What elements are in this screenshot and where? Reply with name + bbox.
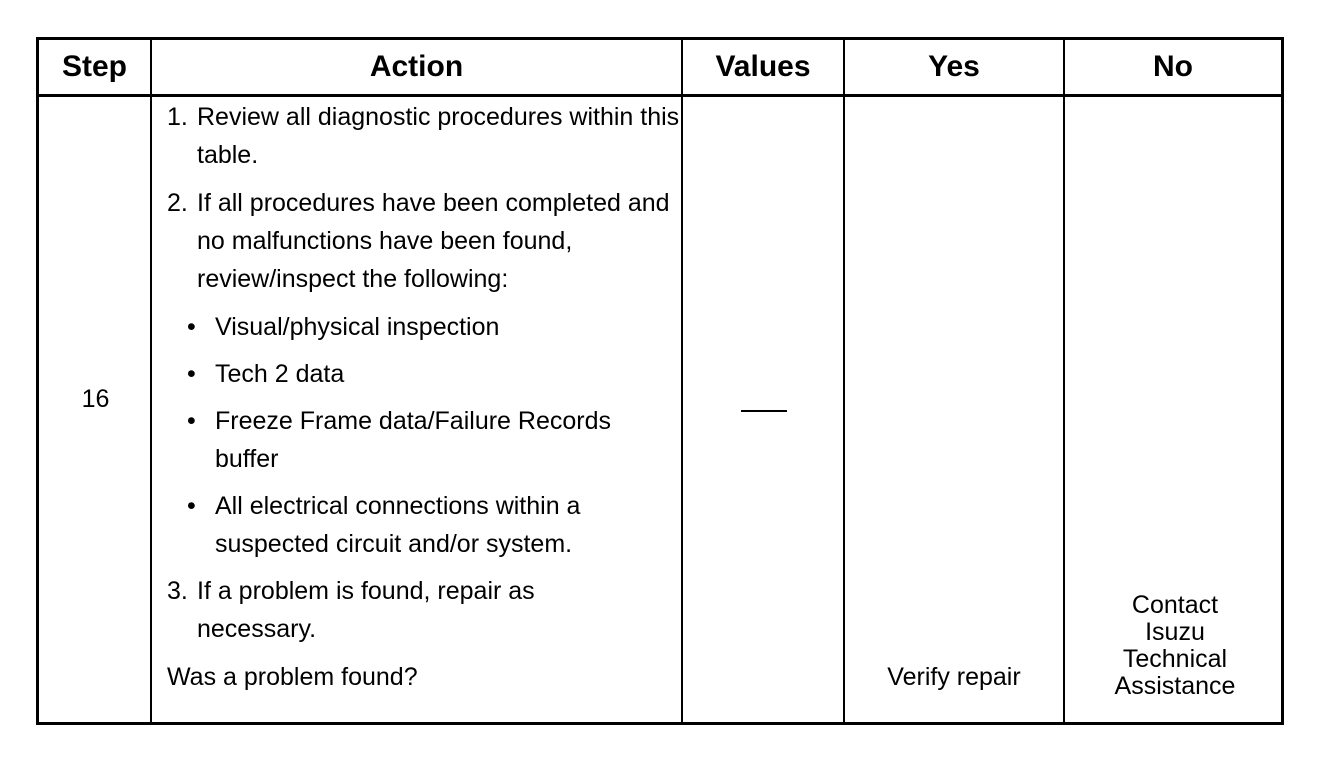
- inspect-list-item: [167, 355, 687, 393]
- inspect-list-item: [167, 487, 687, 563]
- action-cell: [167, 98, 687, 696]
- action-step-2-text: If all procedures have been completed and no malfunctions have been found, review/inspect the following:: [197, 189, 670, 293]
- no-result: [1065, 592, 1285, 700]
- no-result-line: Technical: [1122, 645, 1228, 673]
- action-step-3-text: If a problem is found, repair as necessary.: [197, 577, 535, 643]
- inspect-list-item-text: Freeze Frame data/Failure Records buffer: [215, 407, 611, 473]
- bullet-icon: •: [187, 407, 196, 435]
- inspect-list-item: [167, 308, 687, 346]
- action-question: Was a problem found?: [167, 663, 418, 691]
- header-step: Step: [61, 50, 127, 83]
- header-values: Values: [715, 50, 811, 83]
- no-result-line: Contact: [1131, 591, 1219, 619]
- inspect-list-item-text: All electrical connections within a suspected circuit and/or system.: [215, 492, 581, 558]
- step-number: 16: [81, 385, 110, 413]
- inspect-list-item-text: Visual/physical inspection: [215, 313, 500, 341]
- action-step-1: [167, 98, 687, 174]
- header-yes: Yes: [928, 50, 980, 83]
- action-step-2-number: 2.: [167, 189, 188, 217]
- header-no: No: [1153, 50, 1193, 83]
- no-result-line: Assistance: [1114, 672, 1236, 700]
- column-divider-values: [843, 40, 845, 722]
- header-divider: [39, 94, 1281, 97]
- action-step-2: [167, 184, 687, 298]
- header-action: Action: [369, 50, 464, 83]
- action-step-1-text: Review all diagnostic procedures within this table.: [197, 103, 680, 169]
- action-step-3-number: 3.: [167, 577, 188, 605]
- values-dash: [741, 410, 787, 412]
- diagnostic-table: [36, 37, 1284, 725]
- action-step-1-number: 1.: [167, 103, 188, 131]
- yes-result: Verify repair: [887, 663, 1021, 691]
- no-result-line: Isuzu: [1145, 618, 1205, 646]
- bullet-icon: •: [187, 313, 196, 341]
- bullet-icon: •: [187, 492, 196, 520]
- inspect-list-item-text: Tech 2 data: [215, 360, 345, 388]
- inspect-list-item: [167, 402, 687, 478]
- bullet-icon: •: [187, 360, 196, 388]
- action-step-3: [167, 572, 687, 648]
